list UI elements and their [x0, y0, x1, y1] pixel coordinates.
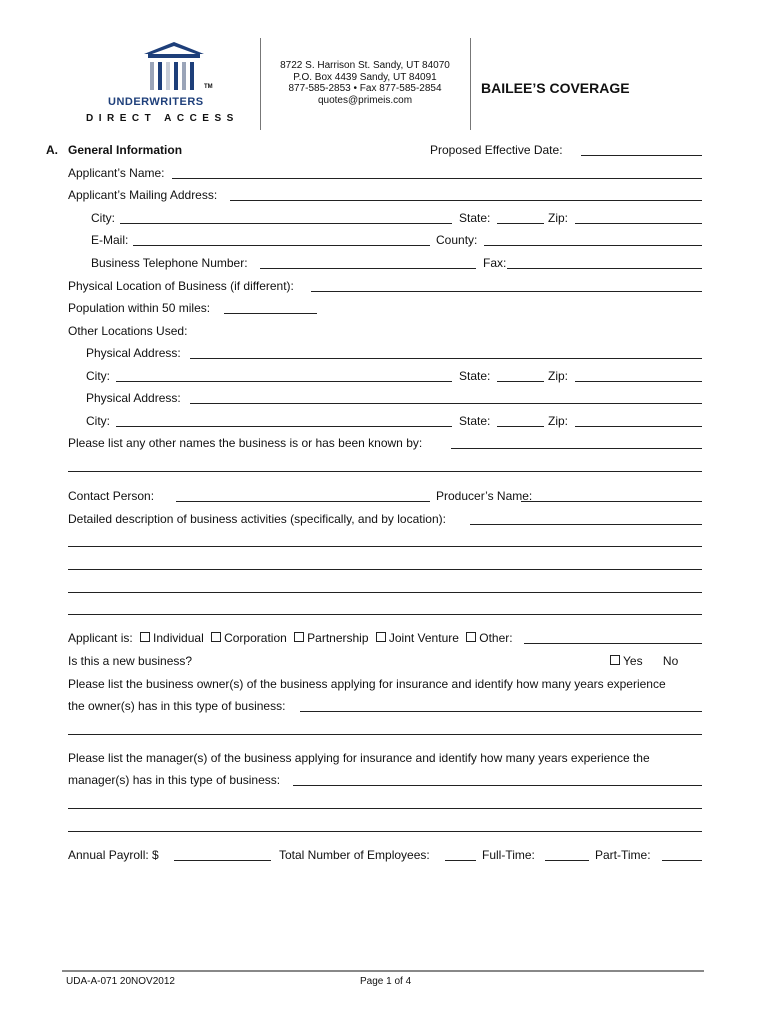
- description-label: Detailed description of business activities (specifically, and by location):: [68, 512, 446, 526]
- part-time-label: Part-Time:: [595, 848, 651, 862]
- description-field-5[interactable]: [68, 614, 702, 615]
- other-option-label: Other:: [479, 631, 513, 645]
- address-email: quotes@primeis.com: [317, 94, 413, 106]
- other-names-field-2[interactable]: [68, 471, 702, 472]
- state-field[interactable]: [497, 223, 544, 224]
- corporation-option-label: Corporation: [224, 631, 287, 645]
- business-phone-label: Business Telephone Number:: [91, 256, 248, 270]
- new-business-options: [606, 654, 678, 668]
- no-option-label: No: [662, 654, 679, 668]
- corporation-checkbox[interactable]: [211, 632, 221, 642]
- physical-location-label: Physical Location of Business (if different):: [68, 279, 294, 293]
- producers-name-label: Producer’s Name:: [436, 489, 533, 503]
- city-label: City:: [91, 211, 115, 225]
- applicant-name-label: Applicant’s Name:: [68, 166, 165, 180]
- business-phone-field[interactable]: [260, 268, 476, 269]
- owners-field[interactable]: [300, 711, 702, 712]
- email-label: E-Mail:: [91, 233, 129, 247]
- zip-field-2[interactable]: [575, 381, 702, 382]
- part-time-field[interactable]: [662, 860, 702, 861]
- trademark-mark: TM: [204, 84, 213, 90]
- city-field-3[interactable]: [116, 426, 452, 427]
- new-business-label: Is this a new business?: [68, 654, 193, 668]
- form-title: BAILEE’S COVERAGE: [481, 80, 630, 96]
- partnership-option-label: Partnership: [307, 631, 369, 645]
- zip-field[interactable]: [575, 223, 702, 224]
- description-field[interactable]: [470, 524, 702, 525]
- producers-name-field[interactable]: [521, 501, 702, 502]
- joint-venture-option-label: Joint Venture: [388, 631, 459, 645]
- address-line-1: 8722 S. Harrison St. Sandy, UT 84070: [280, 60, 450, 71]
- address-phone-fax: 877-585-2853 • Fax 877-585-2854: [288, 83, 442, 94]
- logo-name: UNDERWRITERS: [108, 96, 204, 108]
- header-divider-left: [260, 38, 261, 130]
- description-field-3[interactable]: [68, 569, 702, 570]
- full-time-label: Full-Time:: [482, 848, 535, 862]
- physical-address-label-1: Physical Address:: [86, 346, 181, 360]
- state-label-3: State:: [459, 414, 491, 428]
- managers-field-2[interactable]: [68, 808, 702, 809]
- applicant-name-field[interactable]: [172, 178, 702, 179]
- physical-address-field-2[interactable]: [190, 403, 702, 404]
- individual-option-label: Individual: [153, 631, 204, 645]
- other-names-label: Please list any other names the business is or has been known by:: [68, 436, 423, 450]
- yes-option-label: Yes: [623, 654, 643, 668]
- email-field[interactable]: [133, 245, 430, 246]
- zip-field-3[interactable]: [575, 426, 702, 427]
- state-field-3[interactable]: [497, 426, 544, 427]
- description-field-2[interactable]: [68, 546, 702, 547]
- physical-location-field[interactable]: [311, 291, 702, 292]
- joint-venture-checkbox[interactable]: [376, 632, 386, 642]
- owners-field-2[interactable]: [68, 734, 702, 735]
- population-field[interactable]: [224, 313, 317, 314]
- footer-divider: [62, 970, 704, 972]
- owners-prompt-line-1: Please list the business owner(s) of the business applying for insurance and identify how many years experience: [68, 677, 666, 691]
- section-letter: A.: [46, 143, 58, 157]
- county-field[interactable]: [484, 245, 702, 246]
- mailing-address-label: Applicant’s Mailing Address:: [68, 188, 218, 202]
- physical-address-field-1[interactable]: [190, 358, 702, 359]
- description-field-4[interactable]: [68, 592, 702, 593]
- population-label: Population within 50 miles:: [68, 301, 211, 315]
- proposed-effective-date-label: Proposed Effective Date:: [430, 143, 563, 157]
- county-label: County:: [436, 233, 478, 247]
- other-checkbox[interactable]: [466, 632, 476, 642]
- city-label-2: City:: [86, 369, 110, 383]
- section-title: General Information: [68, 143, 183, 157]
- owners-prompt-line-2: the owner(s) has in this type of business:: [68, 699, 286, 713]
- total-employees-label: Total Number of Employees:: [279, 848, 430, 862]
- state-label: State:: [459, 211, 491, 225]
- zip-label-2: Zip:: [548, 369, 569, 383]
- fax-field[interactable]: [507, 268, 702, 269]
- state-label-2: State:: [459, 369, 491, 383]
- other-locations-label: Other Locations Used:: [68, 324, 188, 338]
- contact-person-field[interactable]: [176, 501, 430, 502]
- state-field-2[interactable]: [497, 381, 544, 382]
- managers-field[interactable]: [293, 785, 702, 786]
- applicant-type-row: [68, 631, 513, 645]
- form-number: UDA-A-071 20NOV2012: [66, 976, 175, 987]
- zip-label-3: Zip:: [548, 414, 569, 428]
- mailing-address-field[interactable]: [230, 200, 702, 201]
- column-building-icon: [134, 40, 214, 96]
- city-field-2[interactable]: [116, 381, 452, 382]
- logo-tagline: DIRECT ACCESS: [86, 113, 239, 124]
- managers-prompt-line-2: manager(s) has in this type of business:: [68, 773, 281, 787]
- managers-prompt-line-1: Please list the manager(s) of the business applying for insurance and identify how many years experience the: [68, 751, 650, 765]
- contact-person-label: Contact Person:: [68, 489, 155, 503]
- no-checkbox[interactable]: [650, 655, 660, 665]
- total-employees-field[interactable]: [445, 860, 476, 861]
- proposed-effective-date-field[interactable]: [581, 155, 702, 156]
- city-label-3: City:: [86, 414, 110, 428]
- annual-payroll-label: Annual Payroll: $: [68, 848, 159, 862]
- other-entity-field[interactable]: [524, 643, 702, 644]
- fax-label: Fax:: [483, 256, 507, 270]
- zip-label: Zip:: [548, 211, 569, 225]
- physical-address-label-2: Physical Address:: [86, 391, 181, 405]
- individual-checkbox[interactable]: [140, 632, 150, 642]
- address-line-2: P.O. Box 4439 Sandy, UT 84091: [293, 71, 437, 83]
- partnership-checkbox[interactable]: [294, 632, 304, 642]
- company-address: [262, 60, 468, 106]
- full-time-field[interactable]: [545, 860, 589, 861]
- annual-payroll-field[interactable]: [174, 860, 271, 861]
- city-field[interactable]: [120, 223, 452, 224]
- managers-field-3[interactable]: [68, 831, 702, 832]
- other-names-field[interactable]: [451, 448, 702, 449]
- company-logo: [86, 40, 246, 130]
- header-divider-right: [470, 38, 471, 130]
- applicant-is-label: Applicant is:: [68, 631, 133, 645]
- page-number: Page 1 of 4: [360, 976, 412, 987]
- yes-checkbox[interactable]: [610, 655, 620, 665]
